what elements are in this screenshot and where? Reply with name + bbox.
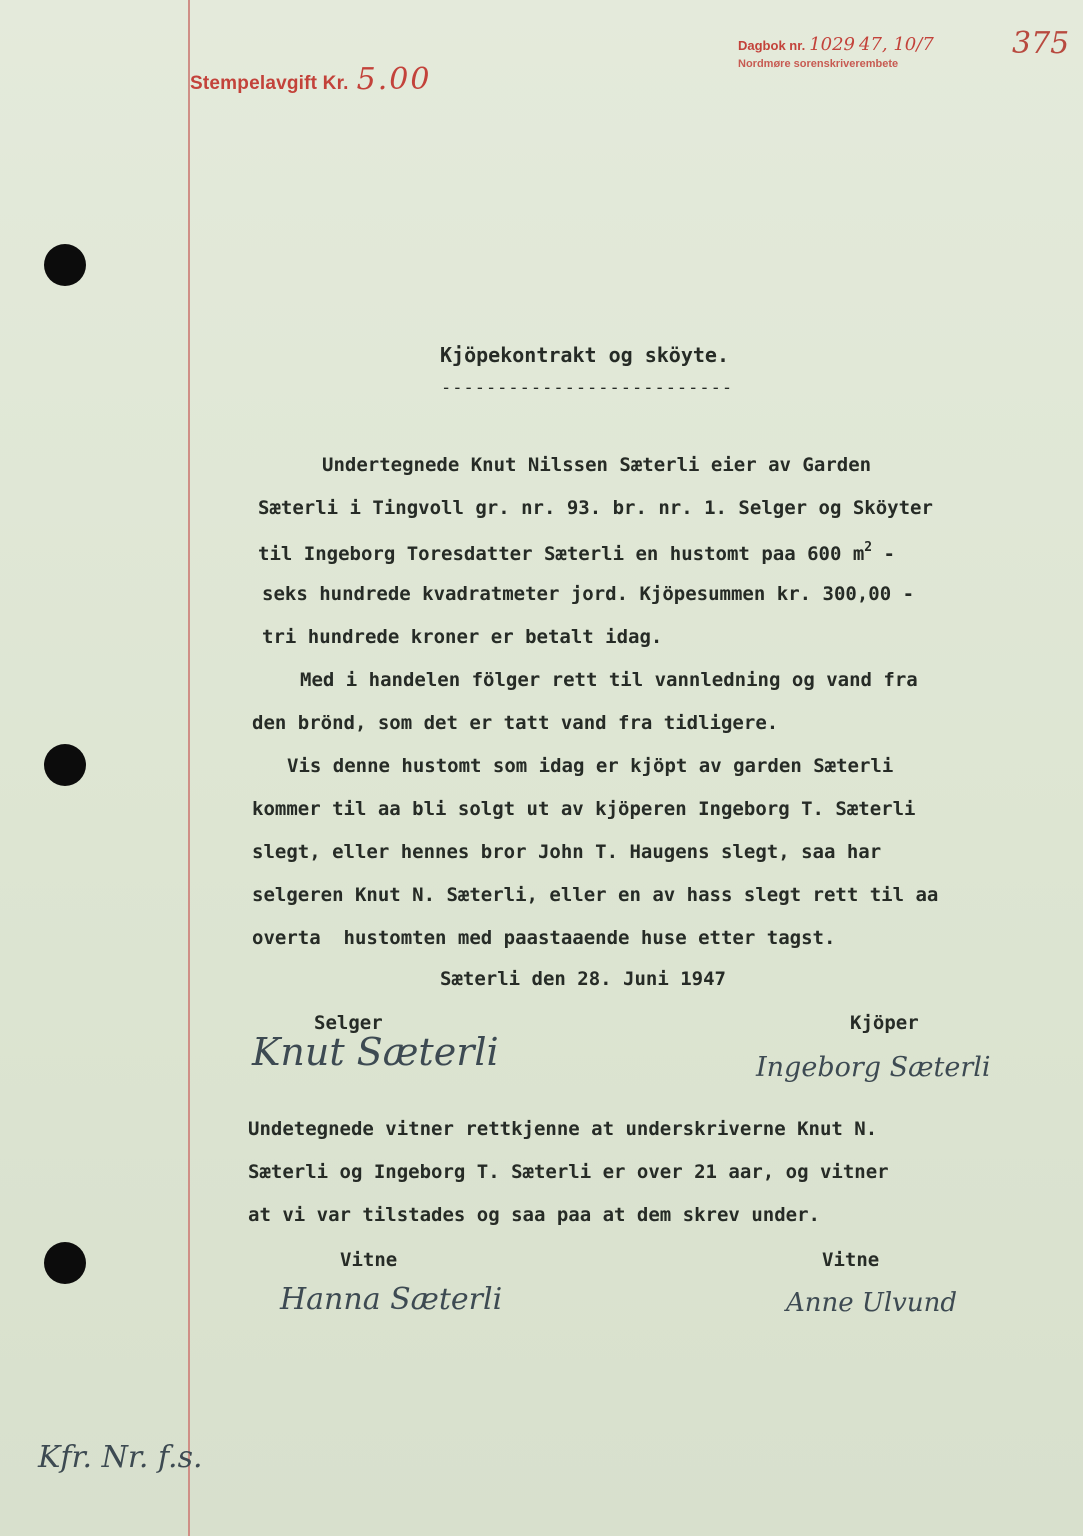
seller-label: Selger — [314, 1012, 383, 1034]
witness-line: at vi var tilstades og saa paa at dem skrev under. — [248, 1204, 820, 1226]
title-underline: -------------------------- — [441, 378, 734, 398]
body-line: selgeren Knut N. Sæterli, eller en av hass slegt rett til aa — [252, 884, 939, 906]
buyer-signature: Ingeborg Sæterli — [756, 1052, 991, 1083]
folio-number: 375 — [1012, 26, 1070, 61]
witness-line: Undetegnede vitner rettkjenne at underskriverne Knut N. — [248, 1118, 878, 1140]
body-line: kommer til aa bli solgt ut av kjöperen Ingeborg T. Sæterli — [252, 798, 916, 820]
stamp-fee-amount: 5.00 — [356, 62, 432, 97]
punch-hole-middle-icon — [44, 744, 86, 786]
body-line: den brönd, som det er tatt vand fra tidligere. — [252, 712, 779, 734]
witness-signature-left: Hanna Sæterli — [280, 1282, 503, 1317]
body-line: Vis denne hustomt som idag er kjöpt av garden Sæterli — [287, 755, 894, 777]
margin-notation: Kfr. Nr. f.s. — [38, 1440, 203, 1475]
document-title: Kjöpekontrakt og sköyte. — [440, 343, 729, 367]
registration-office: Nordmøre sorenskriverembete — [738, 58, 899, 70]
body-line: Sæterli i Tingvoll gr. nr. 93. br. nr. 1. Selger og Sköyter — [258, 497, 933, 519]
body-line: slegt, eller hennes bror John T. Haugens slegt, saa har — [252, 841, 882, 863]
witness-label-right: Vitne — [822, 1249, 880, 1271]
witness-line: Sæterli og Ingeborg T. Sæterli er over 21 aar, og vitner — [248, 1161, 889, 1183]
margin-rule — [188, 0, 190, 1536]
body-line: overta hustomten med paastaaende huse etter tagst. — [252, 927, 836, 949]
stamp-fee-label: Stempelavgift Kr. — [190, 73, 349, 94]
registration-stamp — [738, 34, 934, 55]
area-superscript: 2 — [864, 540, 873, 555]
registration-date: 47, 10/7 — [859, 34, 934, 55]
body-line: Undertegnede Knut Nilssen Sæterli eier av Garden — [322, 454, 872, 476]
registration-number: 1029 — [809, 34, 855, 55]
buyer-label: Kjöper — [850, 1012, 919, 1034]
seller-signature: Knut Sæterli — [252, 1030, 499, 1074]
witness-signature-right: Anne Ulvund — [786, 1288, 957, 1318]
punch-hole-top-icon — [44, 244, 86, 286]
witness-label-left: Vitne — [340, 1249, 398, 1271]
body-line: tri hundrede kroner er betalt idag. — [262, 626, 663, 648]
place-date: Sæterli den 28. Juni 1947 — [440, 968, 726, 990]
area-dash: - — [872, 543, 895, 565]
punch-hole-bottom-icon — [44, 1242, 86, 1284]
body-line: seks hundrede kvadratmeter jord. Kjöpesummen kr. 300,00 - — [262, 583, 915, 605]
body-line-area — [258, 540, 895, 565]
stamp-fee — [190, 62, 431, 97]
body-line: Med i handelen fölger rett til vannledning og vand fra — [300, 669, 918, 691]
body-line-text: til Ingeborg Toresdatter Sæterli en hustomt paa 600 m — [258, 543, 865, 565]
registration-stamp-label: Dagbok nr. — [738, 38, 806, 53]
